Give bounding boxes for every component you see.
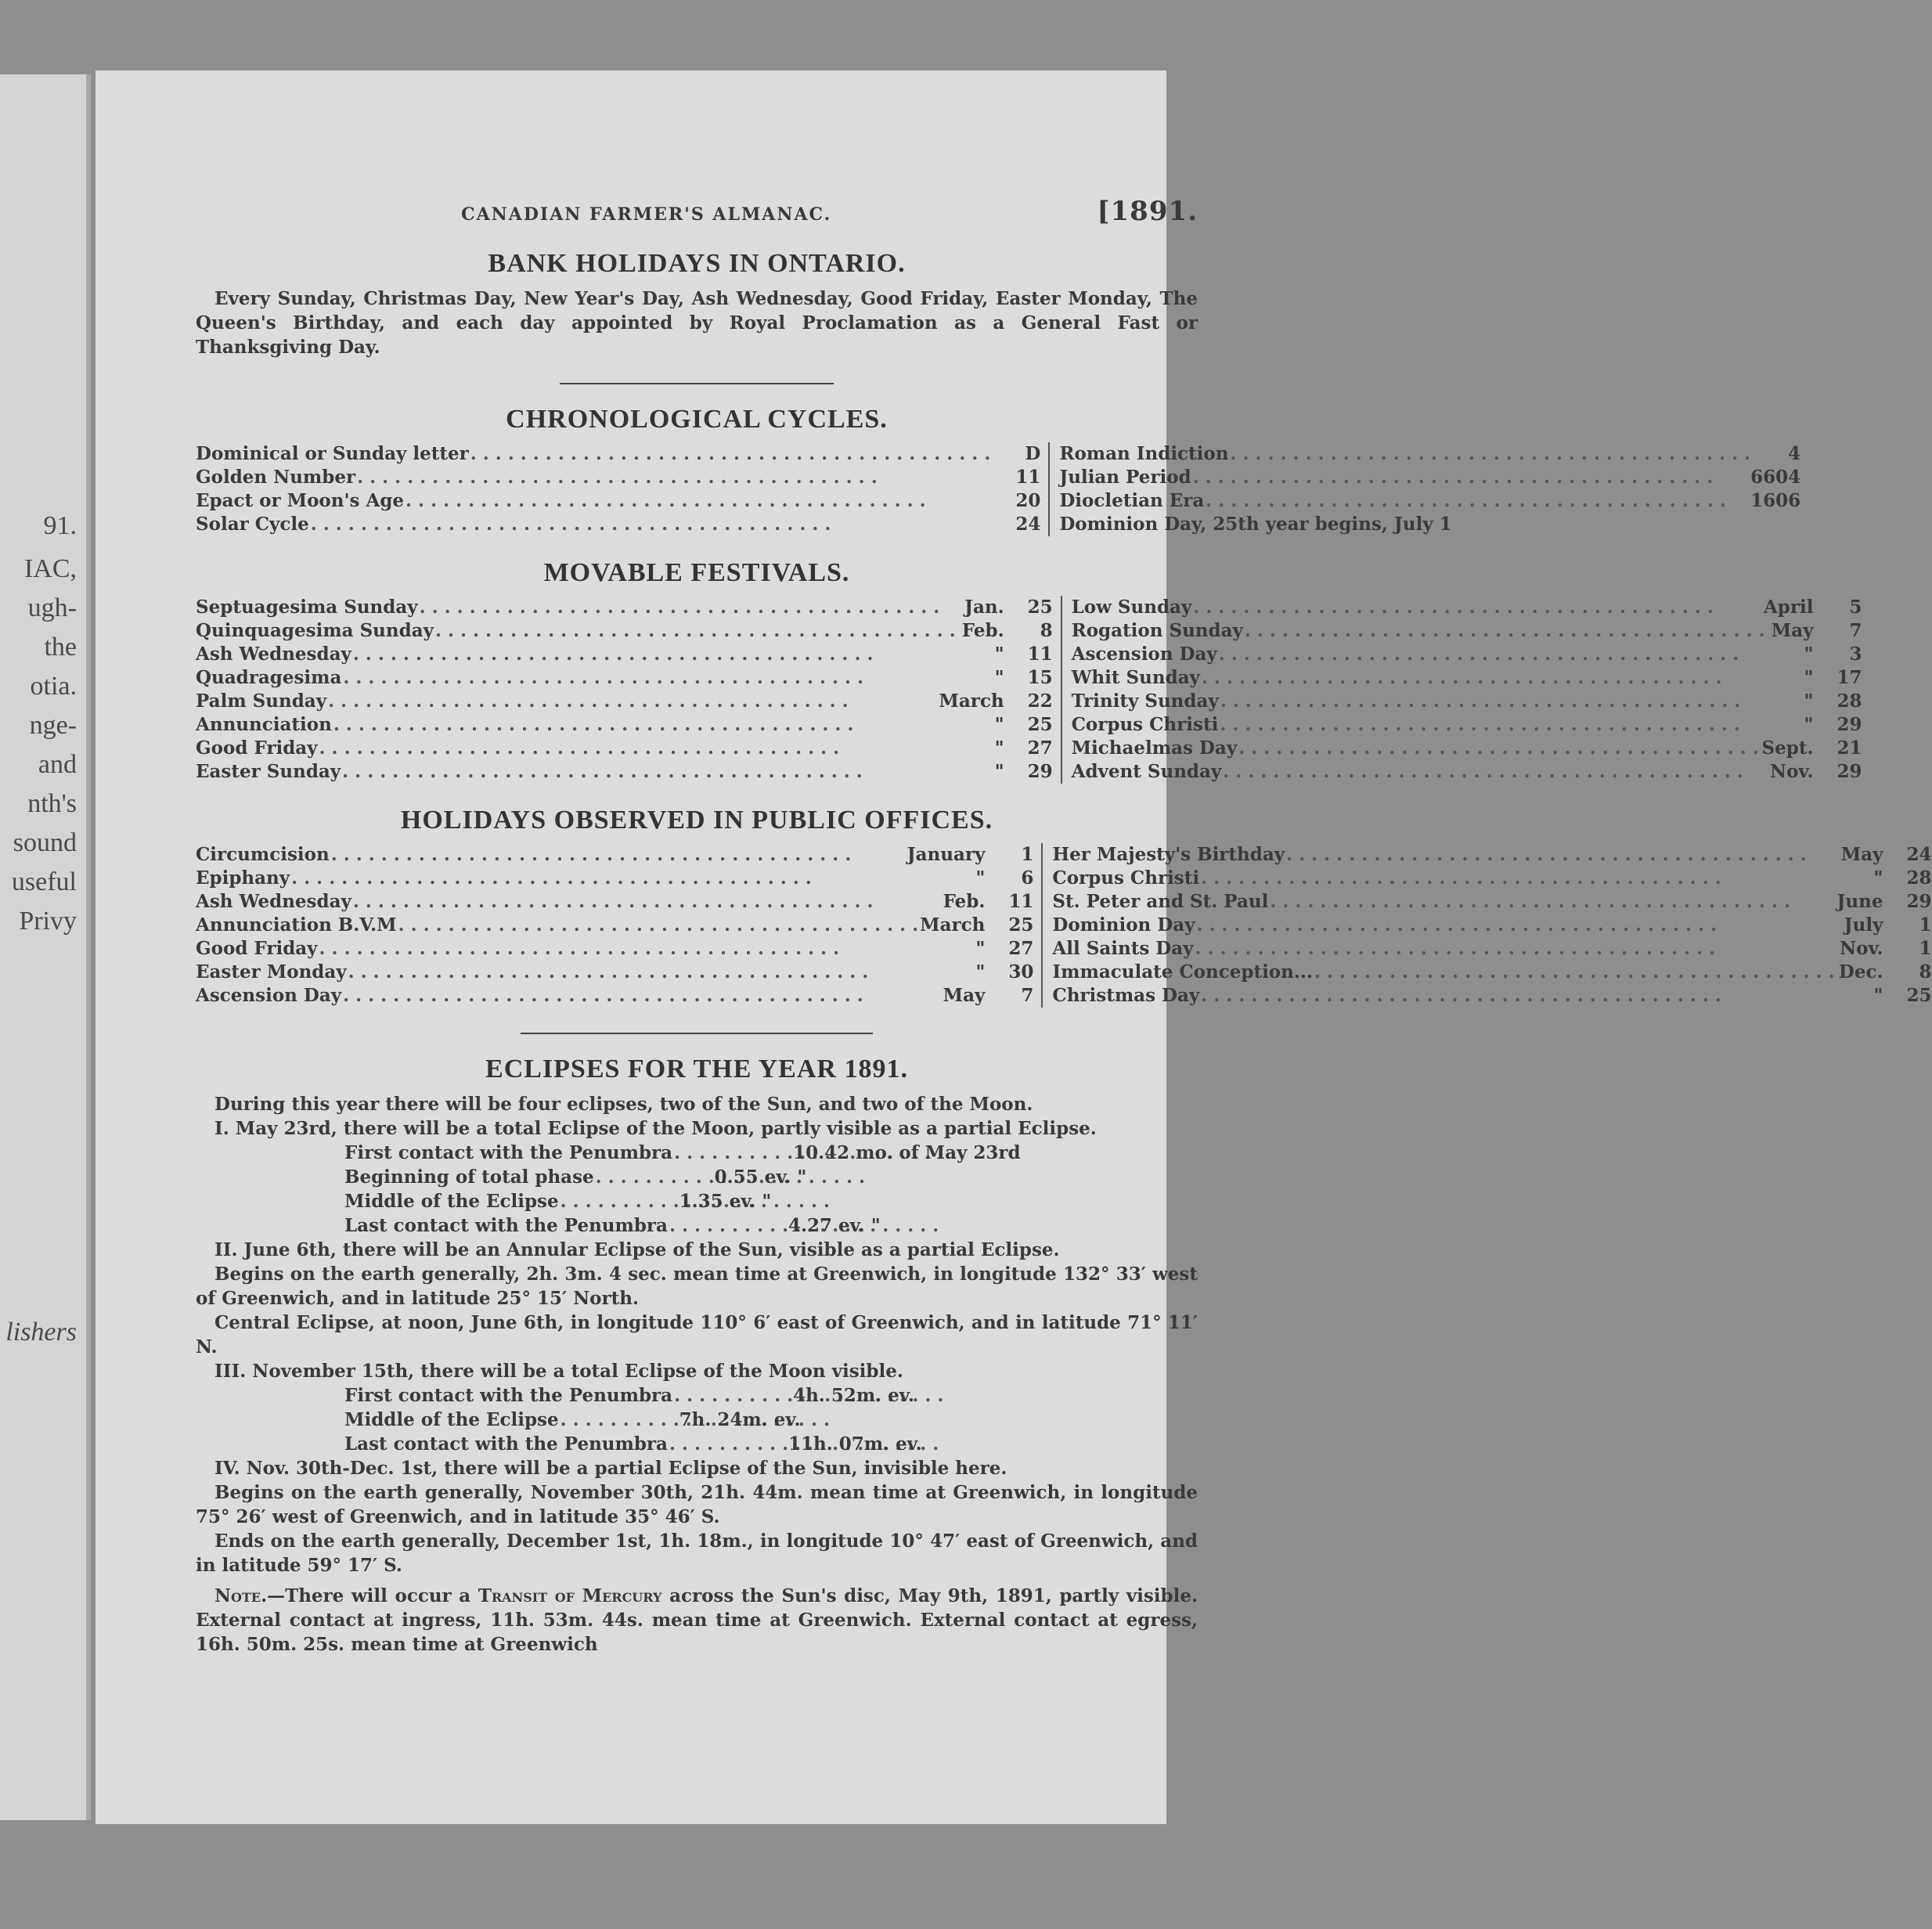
section-title-bank-holidays: BANK HOLIDAYS IN ONTARIO. [488, 249, 906, 278]
festival-label: Ash Wednesday [196, 644, 351, 665]
holiday-row [1052, 890, 1931, 914]
cycle-value: 20 [1015, 490, 1041, 511]
festival-month: " [1804, 644, 1814, 665]
contact-row [344, 1408, 1198, 1432]
cycle-row [196, 442, 1040, 466]
cycle-label: Epact or Moon's Age [196, 490, 405, 511]
festival-row [1072, 643, 1862, 666]
holiday-label: Dominion Day [1052, 914, 1195, 936]
cycle-row [1059, 466, 1800, 489]
festival-row [1072, 619, 1862, 643]
holiday-month: Feb. [943, 891, 986, 912]
holiday-label: All Saints Day [1052, 938, 1194, 959]
festival-day: 21 [1836, 737, 1862, 759]
contact-value: 0.55 ev. " [714, 1166, 807, 1188]
holiday-day: 24 [1906, 844, 1932, 865]
bank-holidays-text: Every Sunday, Christmas Day, New Year's Day, Ash Wednesday, Good Friday, Easter Monday, The Queen's Birthday, and each day appointed by Royal Proclamation as a General Fast or Thanksgiving Day. [196, 288, 1198, 358]
section-title-public-office-holidays: HOLIDAYS OBSERVED IN PUBLIC OFFICES. [400, 806, 993, 835]
festival-row [1072, 596, 1862, 619]
cycle-label: Dominical or Sunday letter [196, 443, 469, 464]
holiday-day: 25 [1008, 914, 1034, 936]
eclipse-4-text: IV. Nov. 30th-Dec. 1st, there will be a partial Eclipse of the Sun, invisible here. [214, 1458, 1007, 1479]
cycle-label: Diocletian Era [1059, 490, 1205, 511]
holiday-row [196, 914, 1033, 937]
holiday-row [196, 890, 1033, 914]
left-page-fragment: Privy [19, 907, 77, 936]
contact-value: 11h. 07m. ev. [788, 1433, 922, 1455]
holiday-month: June [1836, 891, 1883, 912]
eclipse-2-begins: Begins on the earth generally, 2h. 3m. 4 sec. mean time at Greenwich, in longitude 132° 33′ west of Greenwich, and in latitude 25° 15′ North. [196, 1264, 1198, 1309]
cycle-row [196, 513, 1040, 536]
holiday-row [196, 937, 1033, 961]
contact-label: Beginning of total phase [344, 1166, 594, 1188]
holiday-month: " [1873, 867, 1883, 889]
holiday-row [1052, 867, 1931, 890]
holiday-row [196, 961, 1033, 984]
festival-day: 22 [1027, 690, 1053, 712]
cycle-row [1059, 489, 1800, 513]
holiday-month: March [920, 914, 986, 936]
holidays-left-column [196, 843, 1043, 1008]
festival-month: Sept. [1761, 737, 1814, 759]
left-page-fragment: 91. [43, 511, 77, 540]
festival-month: " [994, 644, 1004, 665]
festival-month: " [994, 667, 1004, 688]
note-transit: Transit of Mercury [478, 1585, 662, 1606]
festival-month: " [1804, 714, 1814, 735]
holiday-label: St. Peter and St. Paul [1052, 891, 1269, 912]
left-page-fragment: the [44, 633, 77, 662]
cycles-right-column [1050, 442, 1800, 536]
holiday-month: " [1873, 985, 1883, 1006]
festival-day: 7 [1849, 620, 1862, 641]
festival-label: Good Friday [196, 737, 318, 759]
holiday-row [1052, 914, 1931, 937]
left-page-fragment: and [38, 750, 77, 779]
section-title-eclipses: ECLIPSES FOR THE YEAR 1891. [485, 1055, 908, 1083]
festival-label: Corpus Christi [1071, 714, 1219, 735]
holiday-day: 7 [1021, 985, 1034, 1006]
movable-festivals-table [196, 596, 1862, 784]
almanac-page [96, 70, 1932, 1824]
left-page-fragment: IAC, [23, 554, 77, 583]
eclipse-3-text: III. November 15th, there will be a total Eclipse of the Moon visible. [214, 1361, 903, 1382]
holiday-label: Christmas Day [1052, 985, 1200, 1006]
holiday-row [1052, 961, 1931, 984]
divider [560, 383, 834, 384]
cycle-row [196, 489, 1040, 513]
festival-row [1072, 760, 1862, 784]
contact-label: First contact with the Penumbra [344, 1385, 673, 1406]
eclipse-2-central: Central Eclipse, at noon, June 6th, in longitude 110° 6′ east of Greenwich, and in latitude 71° 11′ N. [196, 1312, 1198, 1358]
festival-row [196, 760, 1053, 784]
cycle-label: Dominion Day, 25th year begins, July 1 [1059, 514, 1452, 535]
holiday-day: 30 [1008, 961, 1034, 983]
cycle-value: 24 [1015, 514, 1041, 535]
holiday-day: 27 [1008, 938, 1034, 959]
holiday-label: Her Majesty's Birthday [1052, 844, 1285, 865]
holiday-label: Immaculate Conception... [1052, 961, 1313, 983]
festival-month: " [994, 714, 1004, 735]
page-gutter [86, 74, 91, 1820]
festival-day: 8 [1040, 620, 1053, 641]
festival-month: " [994, 761, 1004, 782]
section-title-chronological-cycles: CHRONOLOGICAL CYCLES. [506, 405, 888, 434]
festival-month: May [1771, 620, 1814, 641]
contact-row [344, 1383, 1198, 1408]
left-page-fragment: useful [11, 867, 77, 896]
festival-row [196, 619, 1053, 643]
contact-value: 10.42 mo. of May 23rd [793, 1142, 1021, 1163]
left-page-fragment: ugh- [27, 593, 77, 622]
contact-value: 4.27 ev. " [788, 1215, 881, 1236]
eclipses-intro: During this year there will be four eclipses, two of the Sun, and two of the Moon. [214, 1094, 1033, 1115]
contact-row [344, 1165, 1198, 1189]
holiday-label: Ash Wednesday [196, 891, 351, 912]
holiday-month: July [1844, 914, 1883, 936]
festival-row [196, 643, 1053, 666]
festival-day: 25 [1027, 597, 1053, 618]
holiday-label: Annunciation B.V.M [196, 914, 397, 936]
festival-month: Feb. [961, 620, 1004, 641]
divider [521, 1033, 873, 1034]
contact-label: Middle of the Eclipse [344, 1409, 559, 1430]
festival-label: Michaelmas Day [1071, 737, 1238, 759]
holiday-row [196, 843, 1033, 867]
festival-row [196, 737, 1053, 760]
festival-row [196, 666, 1053, 690]
holiday-month: May [1840, 844, 1883, 865]
festival-day: 11 [1027, 644, 1053, 665]
festival-month: Nov. [1770, 761, 1814, 782]
section-title-movable-festivals: MOVABLE FESTIVALS. [543, 558, 850, 587]
festival-row [1072, 713, 1862, 737]
festival-label: Ascension Day [1071, 644, 1217, 665]
festival-label: Septuagesima Sunday [196, 597, 418, 618]
holiday-day: 6 [1021, 867, 1034, 889]
cycle-value: 1606 [1750, 490, 1801, 511]
contact-label: First contact with the Penumbra [344, 1142, 673, 1163]
running-header [196, 196, 1198, 227]
festival-day: 28 [1836, 690, 1862, 712]
cycle-row [196, 466, 1040, 489]
festival-day: 3 [1849, 644, 1862, 665]
contact-row [344, 1189, 1198, 1213]
holidays-right-column [1043, 843, 1931, 1008]
festivals-left-column [196, 596, 1062, 784]
festival-label: Trinity Sunday [1071, 690, 1219, 712]
holiday-month: " [975, 938, 986, 959]
cycle-value: 6604 [1750, 467, 1801, 488]
festival-day: 15 [1027, 667, 1053, 688]
eclipse-4-begins: Begins on the earth generally, November 30th, 21h. 44m. mean time at Greenwich, in longitude 75° 26′ west of Greenwich, and in latitude 35° 46′ S. [196, 1482, 1198, 1527]
contact-row [344, 1141, 1198, 1165]
festival-label: Palm Sunday [196, 690, 327, 712]
running-title: CANADIAN FARMER'S ALMANAC. [461, 204, 832, 225]
festival-row [196, 690, 1053, 713]
cycle-value: 4 [1788, 443, 1801, 464]
festival-row [1072, 666, 1862, 690]
holiday-month: Dec. [1838, 961, 1883, 983]
contact-value: 1.35 ev. " [679, 1191, 772, 1212]
page-year: [1891. [1097, 196, 1198, 227]
holiday-row [1052, 984, 1931, 1008]
holiday-day: 29 [1906, 891, 1932, 912]
contact-row [344, 1213, 1198, 1238]
left-page-fragment: nge- [29, 711, 77, 740]
public-office-holidays-table [196, 843, 1932, 1008]
holiday-month: May [943, 985, 986, 1006]
holiday-label: Good Friday [196, 938, 318, 959]
festival-label: Low Sunday [1071, 597, 1192, 618]
holiday-row [196, 867, 1033, 890]
festival-row [196, 596, 1053, 619]
holiday-month: Nov. [1840, 938, 1883, 959]
holiday-label: Corpus Christi [1052, 867, 1200, 889]
chronological-cycles-table [196, 442, 1801, 536]
holiday-day: 1 [1919, 914, 1932, 936]
holiday-day: 28 [1906, 867, 1932, 889]
festival-label: Quinquagesima Sunday [196, 620, 434, 641]
note-text-a: —There will occur a [267, 1585, 478, 1606]
cycles-left-column [196, 442, 1050, 536]
cycle-row [1059, 442, 1800, 466]
festival-day: 27 [1027, 737, 1053, 759]
eclipse-4-ends: Ends on the earth generally, December 1st, 1h. 18m., in longitude 10° 47′ east of Greenwich, and in latitude 59° 17′ S. [196, 1531, 1198, 1576]
festival-month: " [1804, 667, 1814, 688]
eclipse-1-text: I. May 23rd, there will be a total Eclipse of the Moon, partly visible as a partial Eclipse. [214, 1118, 1097, 1139]
festival-label: Whit Sunday [1071, 667, 1200, 688]
holiday-month: " [975, 961, 986, 983]
festival-month: April [1763, 597, 1814, 618]
festival-month: " [1804, 690, 1814, 712]
cycle-value: D [1025, 443, 1041, 464]
cycle-label: Solar Cycle [196, 514, 309, 535]
eclipse-3-contacts [344, 1383, 1198, 1456]
festival-day: 25 [1027, 714, 1053, 735]
note-text-b: across the Sun's disc, May 9th, 1891, partly visible. External contact at ingress, 11h. 53m. 44s. mean time at Greenwich. External contact at egress, 16h. 50m. 25s. mean time at Greenwich [196, 1585, 1198, 1655]
holiday-month: January [907, 844, 986, 865]
festival-row [1072, 690, 1862, 713]
festival-month: Jan. [964, 597, 1004, 618]
contact-value: 7h. 24m. ev. [679, 1409, 801, 1430]
holiday-day: 8 [1919, 961, 1932, 983]
left-page-fragment: nth's [27, 789, 77, 818]
festival-row [196, 713, 1053, 737]
eclipse-1-contacts [344, 1141, 1198, 1238]
holiday-day: 1 [1919, 938, 1932, 959]
festival-month: March [939, 690, 1004, 712]
festival-day: 5 [1849, 597, 1862, 618]
holiday-label: Ascension Day [196, 985, 342, 1006]
festival-label: Advent Sunday [1071, 761, 1222, 782]
contact-label: Last contact with the Penumbra [344, 1433, 668, 1455]
contact-label: Last contact with the Penumbra [344, 1215, 668, 1236]
contact-value: 4h. 52m. ev. [793, 1385, 914, 1406]
festival-label: Rogation Sunday [1071, 620, 1243, 641]
left-page [0, 74, 88, 1820]
holiday-row [1052, 937, 1931, 961]
holiday-label: Epiphany [196, 867, 290, 889]
festival-day: 17 [1836, 667, 1862, 688]
eclipse-2-text: II. June 6th, there will be an Annular Eclipse of the Sun, visible as a partial Eclipse. [214, 1239, 1060, 1260]
transit-note [196, 1584, 1198, 1657]
holiday-month: " [975, 867, 986, 889]
festival-label: Annunciation [196, 714, 332, 735]
cycle-label: Roman Indiction [1059, 443, 1229, 464]
holiday-row [196, 984, 1033, 1008]
festivals-right-column [1062, 596, 1862, 784]
left-page-fragment: sound [13, 828, 77, 857]
contact-row [344, 1432, 1198, 1456]
holiday-day: 11 [1008, 891, 1034, 912]
holiday-label: Circumcision [196, 844, 330, 865]
festival-day: 29 [1836, 714, 1862, 735]
left-page-fragment: lishers [5, 1318, 77, 1347]
holiday-label: Easter Monday [196, 961, 347, 983]
festival-label: Easter Sunday [196, 761, 341, 782]
left-page-fragment: otia. [30, 672, 77, 701]
festival-month: " [994, 737, 1004, 759]
cycle-value: 11 [1015, 467, 1041, 488]
holiday-row [1052, 843, 1931, 867]
festival-day: 29 [1836, 761, 1862, 782]
holiday-day: 25 [1906, 985, 1932, 1006]
cycle-row [1059, 513, 1800, 536]
holiday-day: 1 [1021, 844, 1034, 865]
festival-day: 29 [1027, 761, 1053, 782]
festival-label: Quadragesima [196, 667, 342, 688]
page-content [196, 196, 1932, 1657]
cycle-label: Julian Period [1059, 467, 1191, 488]
cycle-label: Golden Number [196, 467, 356, 488]
festival-row [1072, 737, 1862, 760]
contact-label: Middle of the Eclipse [344, 1191, 559, 1212]
note-label: Note. [214, 1585, 268, 1606]
